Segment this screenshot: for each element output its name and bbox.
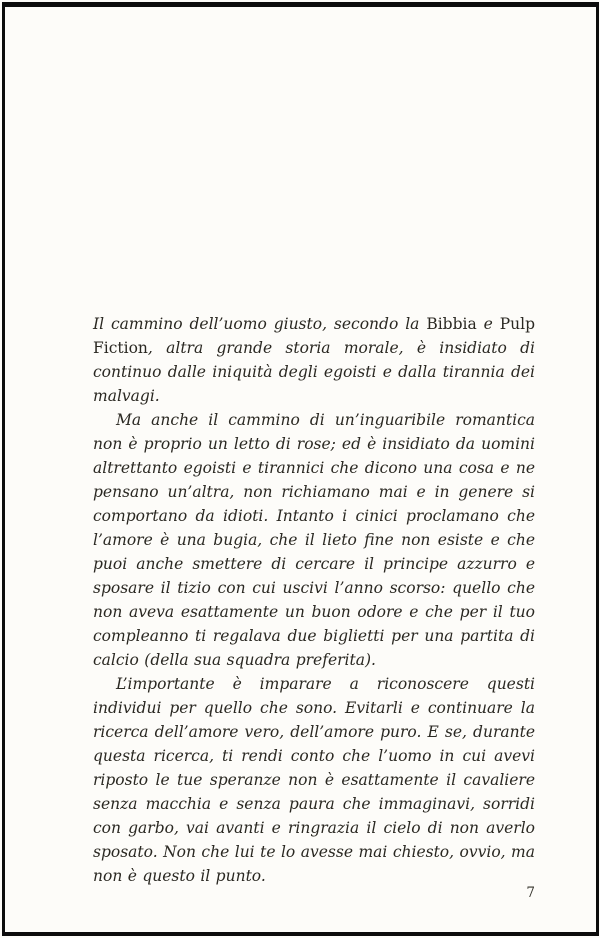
text-segment-italic: Il cammino dell’uomo giusto, secondo la bbox=[93, 315, 427, 333]
text-block bbox=[93, 312, 535, 888]
text-segment-italic: , altra grande storia morale, è insidiato di continuo dalle iniquità degli egoisti e dalla tirannia dei malvagi. bbox=[93, 339, 535, 405]
text-segment-roman: Pulp Fiction bbox=[93, 315, 535, 357]
page-number: 7 bbox=[526, 885, 535, 901]
text-segment-italic: L’importante è imparare a riconoscere questi individui per quello che sono. Evitarli e continuare la ricerca dell’amore vero, dell’amore puro. E se, durante questa ricerca, ti rendi conto che l’uomo in cui avevi riposto le tue speranze non è esattamente il cavaliere senza macchia e senza paura che immaginavi, sorridi con garbo, vai avanti e ringrazia il cielo di non averlo sposato. Non che lui te lo avesse mai chiesto, ovvio, ma non è questo il punto. bbox=[93, 675, 535, 885]
text-segment-italic: e bbox=[476, 315, 500, 333]
paragraph bbox=[93, 408, 535, 672]
paragraph bbox=[93, 672, 535, 888]
text-segment-italic: Ma anche il cammino di un’inguaribile romantica non è proprio un letto di rose; ed è insidiato da uomini altrettanto egoisti e tirannici che dicono una cosa e ne pensano un’altra, non richiamano mai e in genere si comportano da idioti. Intanto i cinici proclamano che l’amore è una bugia, che il lieto fine non esiste e che puoi anche smettere di cercare il principe azzurro e sposare il tizio con cui uscivi l’anno scorso: quello che non aveva esattamente un buon odore e che per il tuo compleanno ti regalava due biglietti per una partita di calcio (della sua squadra preferita). bbox=[93, 411, 535, 669]
paragraph bbox=[93, 312, 535, 408]
text-segment-roman: Bibbia bbox=[426, 315, 477, 333]
